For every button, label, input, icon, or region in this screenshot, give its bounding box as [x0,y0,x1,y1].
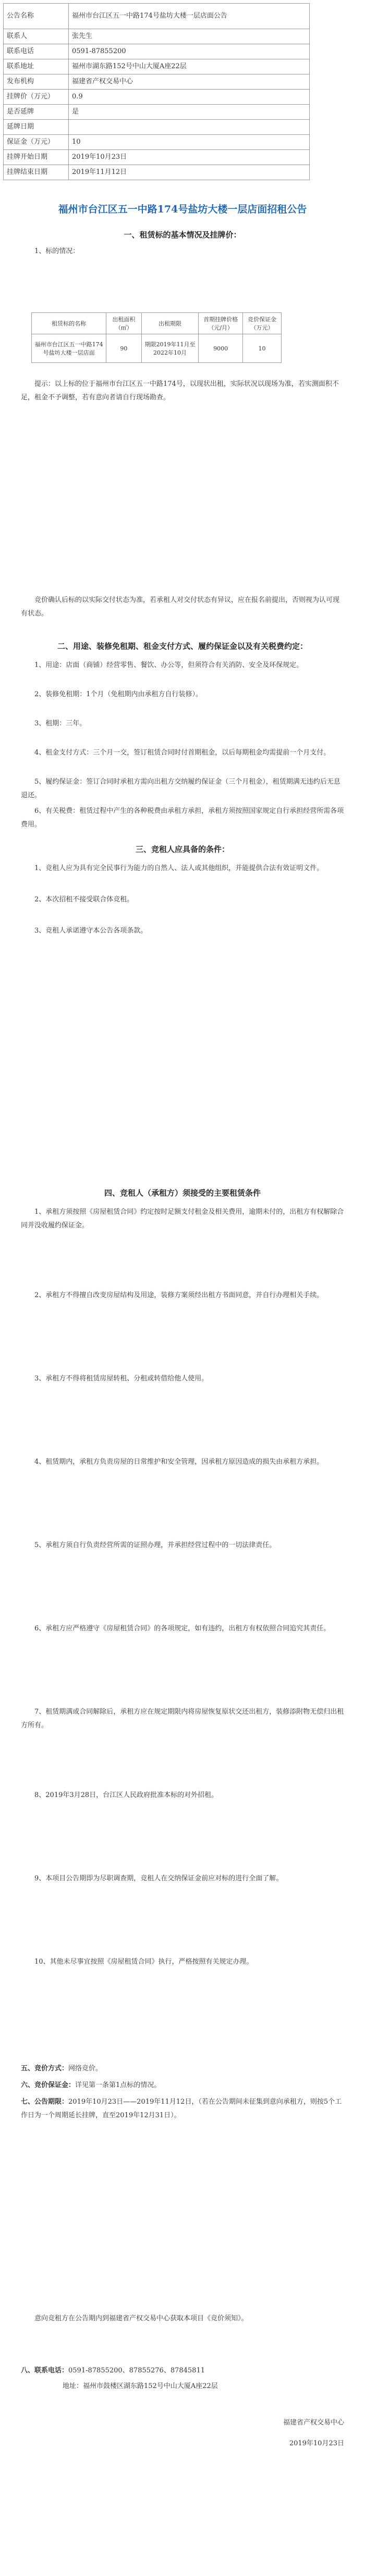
summary-value: 是 [69,105,310,120]
summary-key: 挂牌价（万元） [4,90,69,105]
table-cell: 期限2019年11月至2022年10月 [141,334,199,363]
section4-item: 10、其他未尽事宜按照《房屋租赁合同》执行，严格按照有关规定办理。 [34,1958,253,1966]
section4-item: 8、2019年3月28日，台江区人民政府批准本标的对外招租。 [34,1791,218,1799]
summary-key: 保证金（万元） [4,135,69,150]
section2-item: 1、用途：店面（商铺）经营零售、餐饮、办公等，但须符合有关消防、安全及环保规定。 [34,661,303,669]
section-3-heading: 三、竞租人应具备的条件： [135,845,229,854]
section-6-heading: 六、竞价保证金： [21,2081,76,2089]
contact-phone-label: 八、联系电话： [21,2367,69,2374]
section2-item: 5、履约保证金：签订合同时承租方需向出租方交纳履约保证金（三个月租金），租赁期满无违约后无息退还。 [21,778,340,799]
section4-item: 4、租赁期内，承租方负责房屋的日常维护和安全管理，因承租方原因造成的损失由承租方承担。 [34,1458,324,1466]
summary-key: 公告名称 [4,4,69,29]
summary-key: 发布机构 [4,74,69,90]
summary-value: 2019年11月12日 [69,165,310,180]
summary-row [4,59,310,74]
contact-address-value: 福州市鼓楼区湖东路152号中山大厦A座22层 [83,2382,218,2390]
summary-key: 挂牌开始日期 [4,150,69,165]
section2-item: 2、装修免租期：1个月（免租期内由承租方自行装修）。 [34,690,203,698]
summary-key: 是否延牌 [4,105,69,120]
section3-item: 3、竞租人承诺遵守本公告各项条款。 [34,927,148,935]
section-1-heading: 一、租赁标的基本情况及挂牌价： [124,230,241,240]
table-cell: 90 [106,334,141,363]
section-1-note: 提示：以上标的位于福州市台江区五一中路174号，以现状出租，实际状况以现场为准，若实测面积不足，租金不予调整，若有意向者请自行现场勘查。 [21,380,339,401]
col-header: 出租期限 [141,313,199,334]
section2-item: 3、租期：三年。 [34,720,87,727]
section-5-heading: 五、竞价方式： [21,2065,69,2072]
summary-key: 延牌日期 [4,120,69,135]
summary-row [4,4,310,29]
col-header: 首期挂牌价格（元/月） [199,313,243,334]
summary-value: 张先生 [69,29,310,44]
section2-item: 4、租金支付方式：三个月一交，签订租赁合同时付首期租金，以后每期租金均需提前一个月支付。 [34,749,331,757]
section3-item: 1、竞租人应为具有完全民事行为能力的自然人、法人或其他组织，并能提供合法有效证明文件。 [34,864,324,872]
summary-row [4,150,310,165]
sign-date: 2019年10月23日 [289,2440,344,2447]
section-5 [21,2062,344,2076]
section-8-text: 意向竞租方在公告期内到福建省产权交易中心获取本项目《竞价须知》。 [34,2315,248,2322]
summary-value: 10 [69,135,310,150]
summary-key: 联系地址 [4,59,69,74]
summary-row [4,74,310,90]
summary-row [4,105,310,120]
page-title: 福州市台江区五一中路174号盐坊大楼一层店面招租公告 [58,204,307,215]
section-2-heading: 二、用途、装修免租期、租金支付方式、履约保证金以及有关税费约定： [57,642,308,651]
summary-row [4,29,310,44]
table-cell: 10 [243,334,282,363]
summary-row [4,135,310,150]
col-header: 竞价保证金（万元） [243,313,282,334]
summary-table [3,3,310,180]
section4-item: 5、承租方须自行负责经营所需的证照办理，并承担经营过程中的一切法律责任。 [34,1541,276,1549]
section4-item: 9、本项目公告期即为尽职调查期，竞租人在交纳保证金前应对标的进行全面了解。 [34,1875,283,1882]
section-6-text: 详见第一条第1点标的情况。 [75,2081,161,2089]
table-row [32,334,282,363]
section-7 [21,2095,344,2122]
section-7-text: 2019年10月23日——2019年11月12日，（若在公告期间未征集到意向承租方，则按5个工作日为一个周期延长挂牌，直至2019年12月31日）。 [21,2098,342,2119]
summary-value: 2019年10月23日 [69,150,310,165]
summary-key: 挂牌结束日期 [4,165,69,180]
contact-phone [21,2364,344,2378]
col-header: 租赁标的名称 [32,313,106,334]
table-cell: 福州市台江区五一中路174号盐坊大楼一层店面 [32,334,106,363]
section4-item: 7、租赁期满或合同解除后，承租方应在规定期限内将房屋恢复原状交还出租方，装修添附物无偿归出租方所有。 [21,1708,344,1729]
section-1-item-1: 1、标的情况： [34,247,80,255]
section4-item: 1、承租方须按照《房屋租赁合同》约定按时足额支付租金及相关费用，逾期未付的，出租方有权解除合同并没收履约保证金。 [21,1208,344,1229]
table-cell: 9000 [199,334,243,363]
contact-phone-value: 0591-87855200、87855276、87845811 [68,2367,205,2374]
summary-key: 联系人 [4,29,69,44]
summary-value: 福州市台江区五一中路174号盐坊大楼一层店面公告 [69,4,310,29]
contact-address [63,2380,344,2393]
summary-row [4,165,310,180]
listing-table [31,312,282,363]
section-7-heading: 七、公告期限： [21,2098,69,2106]
section-6 [21,2079,344,2092]
section3-item: 2、本次招租不接受联合体竞租。 [34,896,134,903]
summary-key: 联系电话 [4,44,69,59]
summary-value: 0.9 [69,90,310,105]
section2-item: 6、有关税费：租赁过程中产生的各种税费由承租方承担，承租方须按照国家规定自行承担经营所需各项费用。 [21,807,344,828]
contact-address-label: 地址： [63,2382,83,2390]
notice-tail: 竞价确认后标的以实际交付状态为准，若承租人对交付状态有异议，应在报名前提出，否则视为认可现有状态。 [21,596,340,618]
summary-value: 福州市湖东路152号中山大厦A座22层 [69,59,310,74]
section4-item: 2、承租方不得擅自改变房屋结构及用途，装修方案须经出租方书面同意，并自行办理相关手续。 [34,1291,324,1299]
section-4-heading: 四、竞租人（承租方）须接受的主要租赁条件 [104,1188,261,1198]
sign-org: 福建省产权交易中心 [283,2419,344,2427]
summary-value: 0591-87855200 [69,44,310,59]
summary-row [4,44,310,59]
col-header: 出租面积（㎡） [106,313,141,334]
section-5-text: 网络竞价。 [68,2065,103,2072]
summary-value: 福建省产权交易中心 [69,74,310,90]
section4-item: 3、承租方不得将租赁房屋转租、分租或转借给他人使用。 [34,1375,209,1383]
summary-row [4,120,310,135]
section4-item: 6、承租方应严格遵守《房屋租赁合同》的各项规定，如有违约，出租方有权依照合同追究其责任。 [34,1625,331,1632]
summary-value [69,120,310,135]
summary-row [4,90,310,105]
